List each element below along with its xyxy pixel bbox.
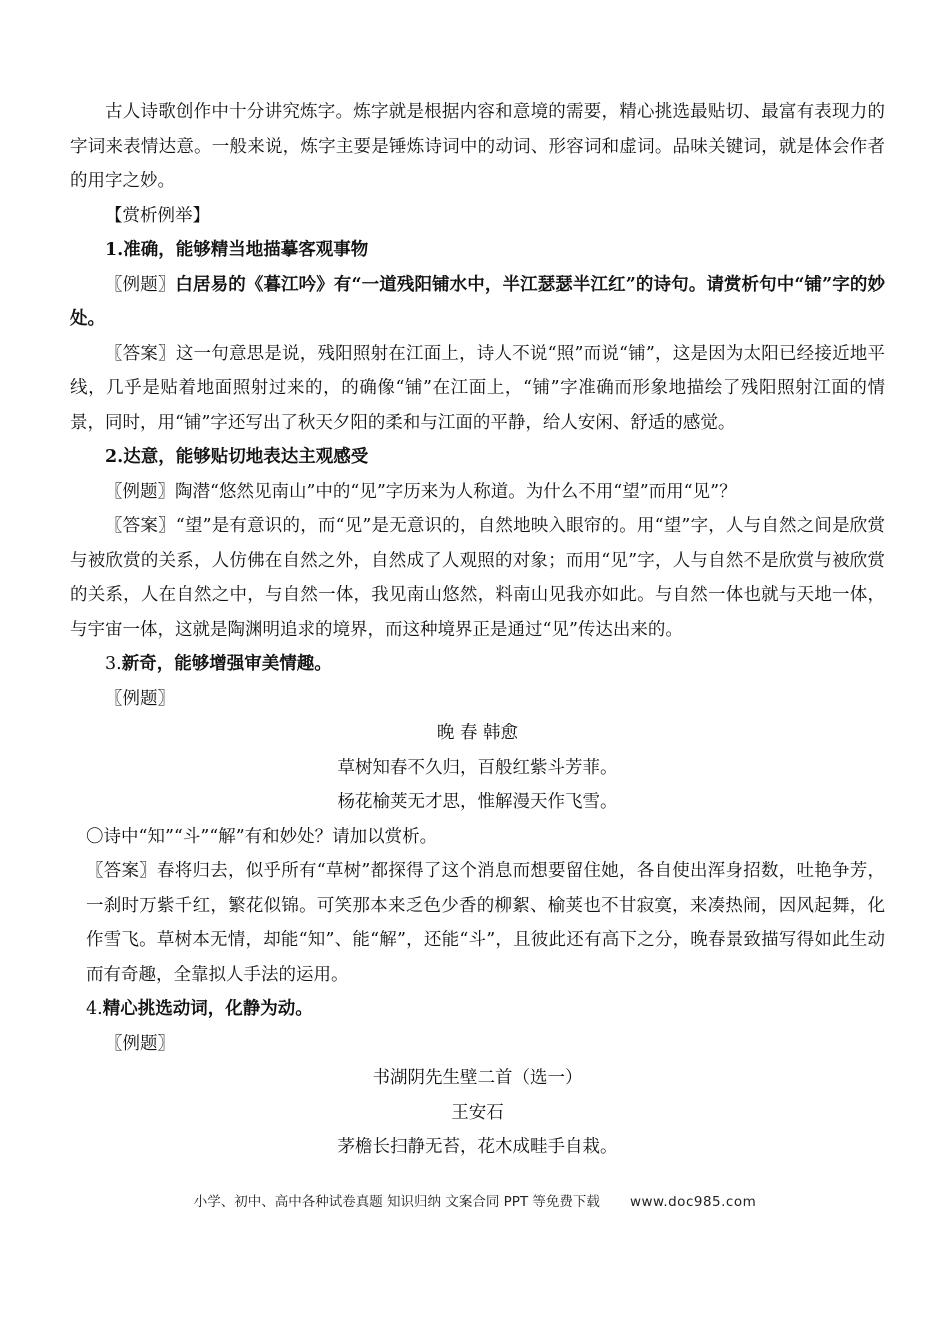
s3-answer: 〖答案〗春将归去，似乎所有“草树”都探得了这个消息而想要留住她，各自使出浑身招数，吐艳争芳，一刹时万紫千红，繁花似锦。可笑那本来乏色少香的柳絮、榆荚也不甘寂寞，来凑热闹，因风起舞，化作雪飞。草树本无情，却能“知”、能“解”，还能“斗”，且彼此还有高下之分，晚春景致描写得如此生动而有奇趣，全靠拟人手法的运用。 bbox=[86, 861, 885, 985]
s1-answer bbox=[70, 337, 885, 441]
s4-heading bbox=[70, 992, 885, 1027]
s3-poem-title: 晚 春 韩愈 bbox=[436, 723, 519, 743]
document-body bbox=[70, 95, 885, 1165]
intro-paragraph: 古人诗歌创作中十分讲究炼字。炼字就是根据内容和意境的需要，精心挑选最贴切、最富有表现力的字词来表情达意。一般来说，炼字主要是锤炼诗词中的动词、形容词和虚词。品味关键词，就是体会作者的用字之妙。 bbox=[70, 102, 885, 191]
s3-heading-num: 3. bbox=[105, 654, 122, 674]
page-footer bbox=[0, 1190, 950, 1210]
s1-example-text: 白居易的《暮江吟》有“一道残阳铺水中，半江瑟瑟半江红”的诗句。请赏析句中“铺”字的妙处。 bbox=[70, 274, 885, 329]
s3-poem-line: 杨花榆荚无才思，惟解漫天作飞雪。 bbox=[337, 792, 618, 812]
s4-poem-line: 茅檐长扫静无苔，花木成畦手自栽。 bbox=[337, 1137, 618, 1157]
footer-url[interactable]: www.doc985.com bbox=[629, 1194, 757, 1210]
s1-answer-tag: 〖答案〗 bbox=[105, 343, 176, 364]
footer-text: 小学、初中、高中各种试卷真题 知识归纳 文案合同 PPT 等免费下载 bbox=[193, 1194, 600, 1210]
s4-heading-num: 4. bbox=[86, 999, 103, 1019]
s3-heading bbox=[70, 647, 885, 682]
s3-example-tag: 〖例题〗 bbox=[105, 688, 175, 709]
s1-heading: 1.准确，能够精当地描摹客观事物 bbox=[105, 240, 369, 260]
s1-example bbox=[70, 268, 885, 337]
s2-heading: 2.达意，能够贴切地表达主观感受 bbox=[105, 447, 369, 467]
s4-heading-text: 精心挑选动词，化静为动。 bbox=[102, 999, 313, 1019]
section-heading: 【赏析例举】 bbox=[105, 205, 210, 226]
s2-answer: 〖答案〗“望”是有意识的，而“见”是无意识的，自然地映入眼帘的。用“望”字，人与自然之间是欣赏与被欣赏的关系，人仿佛在自然之外，自然成了人观照的对象；而用“见”字，人与自然不是欣赏与被欣赏的关系，人在自然之中，与自然一体，我见南山悠然，料南山见我亦如此。与自然一体也就与天地一体，与宇宙一体，这就是陶渊明追求的境界，而这种境界正是通过“见”传达出来的。 bbox=[70, 516, 885, 640]
s3-heading-text: 新奇，能够增强审美情趣。 bbox=[121, 654, 332, 674]
s4-poem-author: 王安石 bbox=[451, 1102, 504, 1123]
s4-poem-title: 书湖阴先生壁二首（选一） bbox=[372, 1068, 583, 1088]
s1-example-tag: 〖例题〗 bbox=[105, 274, 176, 295]
s1-answer-text: 这一句意思是说，残阳照射在江面上，诗人不说“照”而说“铺”，这是因为太阳已经接近地平线，几乎是贴着地面照射过来的，的确像“铺”在江面上，“铺”字准确而形象地描绘了残阳照射江面的情景，同时，用“铺”字还写出了秋天夕阳的柔和与江面的平静，给人安闲、舒适的感觉。 bbox=[70, 343, 885, 433]
s3-poem-line: 草树知春不久归，百般红紫斗芳菲。 bbox=[337, 757, 618, 778]
s4-example-tag: 〖例题〗 bbox=[105, 1033, 175, 1054]
s2-example: 〖例题〗陶潜“悠然见南山”中的“见”字历来为人称道。为什么不用“望”而用“见”？ bbox=[105, 481, 737, 502]
s3-question: 〇诗中“知”“斗”“解”有和妙处？请加以赏析。 bbox=[86, 826, 438, 847]
